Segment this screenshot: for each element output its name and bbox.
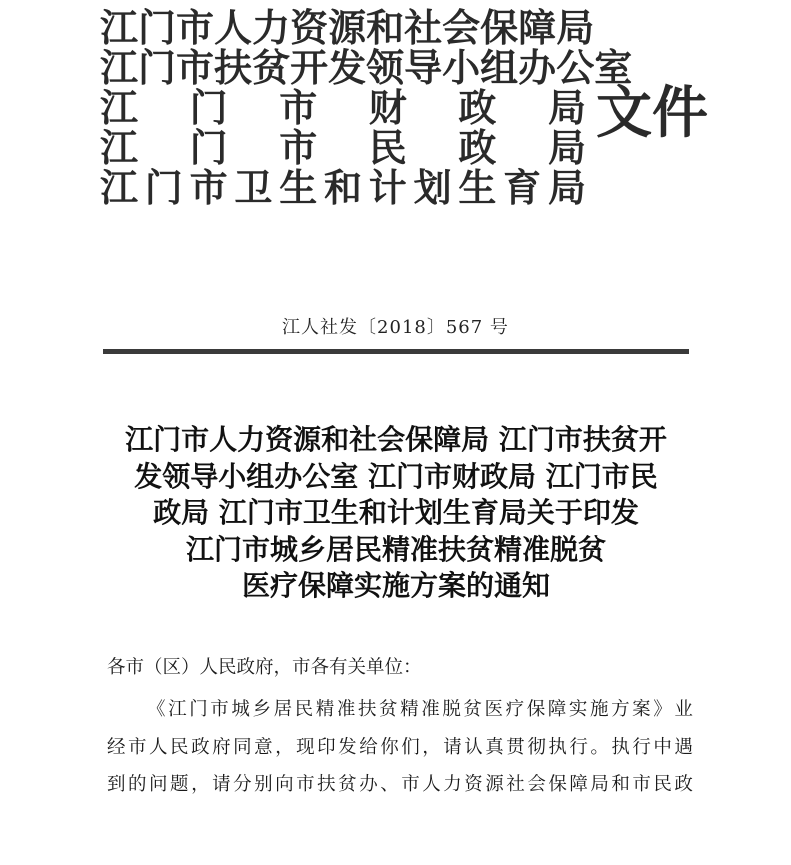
glyph: 疗 [505, 699, 525, 720]
glyph: 局 [556, 6, 595, 50]
glyph: 府 [212, 736, 231, 758]
glyph: 会 [442, 6, 481, 50]
title-line: 江门市城乡居民精准扶贫精准脱贫 [185, 532, 606, 566]
body-paragraph [107, 691, 693, 804]
glyph: 室 [594, 46, 633, 90]
glyph: 乡 [252, 699, 271, 720]
glyph: 江 [100, 86, 139, 130]
glyph: 育 [503, 166, 542, 210]
glyph: 社 [404, 6, 443, 50]
body-line [107, 691, 693, 729]
glyph: 市 [189, 166, 228, 210]
glyph: 局 [547, 126, 586, 170]
glyph: 贫 [252, 46, 291, 90]
glyph: 门 [138, 6, 177, 50]
glyph: 现 [296, 736, 315, 758]
glyph: 办 [359, 774, 378, 795]
glyph: 民 [170, 736, 189, 758]
glyph: 障 [518, 6, 557, 50]
glyph: 障 [547, 699, 567, 720]
glyph: 分 [233, 774, 252, 795]
glyph: 市 [279, 86, 318, 130]
glyph: 向 [275, 774, 294, 795]
glyph: 卫 [234, 166, 273, 210]
glyph: 划 [413, 166, 452, 210]
glyph: 发 [338, 736, 357, 758]
glyph: 经 [107, 736, 126, 758]
glyph: 公 [556, 46, 595, 90]
glyph: 扶 [357, 699, 377, 720]
glyph: 认 [464, 736, 483, 758]
glyph: 组 [480, 46, 519, 90]
issuer-line [100, 128, 586, 168]
header-divider [103, 349, 689, 354]
glyph: 市 [176, 46, 215, 90]
glyph: 生 [279, 166, 318, 210]
salutation: 各市（区）人民政府，市各有关单位： [107, 657, 422, 678]
glyph: 业 [674, 699, 693, 720]
glyph: 请 [443, 736, 462, 758]
glyph: 请 [212, 774, 231, 795]
glyph: 、 [380, 774, 399, 795]
glyph: 市 [279, 126, 318, 170]
glyph: 准 [336, 699, 356, 720]
glyph: 医 [484, 699, 504, 720]
glyph: 会 [527, 774, 546, 795]
glyph: 的 [128, 774, 147, 795]
glyph: 江 [100, 126, 139, 170]
glyph: 案 [632, 699, 651, 720]
glyph: ， [275, 736, 294, 758]
glyph: 社 [506, 774, 525, 795]
glyph: 市 [632, 774, 651, 795]
glyph: 别 [254, 774, 273, 795]
glyph: 问 [149, 774, 168, 795]
glyph: 人 [214, 6, 253, 50]
glyph: 政 [674, 774, 693, 795]
glyph: 题 [170, 774, 189, 795]
glyph: 贯 [506, 736, 525, 758]
glyph: 》 [653, 699, 672, 720]
title-line: 医疗保障实施方案的通知 [241, 569, 550, 602]
glyph: 生 [458, 166, 497, 210]
glyph: 局 [547, 86, 586, 130]
glyph: 政 [458, 126, 497, 170]
document-title [96, 422, 696, 605]
glyph: 。 [590, 736, 609, 758]
glyph: 和 [323, 166, 362, 210]
glyph: 你 [380, 736, 399, 758]
glyph: 执 [548, 736, 567, 758]
title-line: 政局 江门市卫生和计划生育局关于印发 [153, 496, 639, 529]
glyph: 城 [231, 699, 250, 720]
glyph: 门 [144, 166, 183, 210]
glyph: 人 [422, 774, 441, 795]
glyph: 政 [458, 86, 497, 130]
glyph: 精 [400, 699, 419, 720]
glyph: 施 [589, 699, 609, 720]
glyph: 民 [368, 126, 407, 170]
glyph: 遇 [674, 736, 693, 758]
glyph: 计 [368, 166, 407, 210]
glyph: 执 [611, 736, 630, 758]
glyph: 民 [294, 699, 314, 720]
glyph: 居 [273, 699, 293, 720]
glyph: 小 [442, 46, 481, 90]
document-number: 江人社发〔2018〕567 号 [282, 317, 509, 338]
glyph: 局 [547, 166, 586, 210]
glyph: 门 [189, 699, 208, 720]
glyph: 资 [290, 6, 329, 50]
title-line: 发领导小组办公室 江门市财政局 江门市民 [134, 459, 658, 493]
glyph: 精 [315, 699, 335, 720]
issuer-line [100, 46, 633, 90]
glyph: 领 [366, 46, 405, 90]
glyph: 人 [149, 736, 168, 758]
glyph: 保 [480, 6, 519, 50]
glyph: 扶 [214, 46, 253, 90]
glyph: 准 [421, 699, 440, 720]
glyph: 贫 [463, 699, 482, 720]
glyph: 江 [100, 166, 139, 210]
glyph: 江 [100, 6, 139, 50]
issuer-block [100, 6, 633, 210]
glyph: 力 [252, 6, 291, 50]
glyph: 市 [176, 6, 215, 50]
glyph: 源 [328, 6, 367, 50]
glyph: 行 [632, 736, 651, 758]
glyph: 源 [485, 774, 504, 795]
document-type-label: 文件 [596, 81, 708, 146]
glyph: 政 [191, 736, 210, 758]
glyph: 局 [590, 774, 609, 795]
glyph: 民 [653, 774, 672, 795]
glyph: 实 [568, 699, 588, 720]
glyph: 导 [404, 46, 443, 90]
glyph: 门 [189, 126, 228, 170]
glyph: 保 [526, 699, 546, 720]
glyph: 真 [485, 736, 504, 758]
glyph: 市 [128, 736, 147, 758]
glyph: 《 [147, 699, 166, 720]
glyph: 和 [366, 6, 405, 50]
glyph: 门 [189, 86, 228, 130]
glyph: 门 [138, 46, 177, 90]
issuer-line [100, 6, 595, 50]
glyph: 行 [569, 736, 588, 758]
glyph: 扶 [317, 774, 336, 795]
glyph: 们 [401, 736, 420, 758]
glyph: 彻 [527, 736, 546, 758]
glyph: 障 [569, 774, 588, 795]
issuer-line [100, 168, 586, 208]
glyph: 印 [317, 736, 336, 758]
title-line: 江门市人力资源和社会保障局 江门市扶贫开 [125, 423, 667, 456]
glyph: 到 [107, 774, 126, 795]
glyph: 市 [210, 699, 229, 720]
glyph: 江 [168, 699, 187, 720]
glyph: 贫 [379, 699, 398, 720]
glyph: 贫 [338, 774, 357, 795]
glyph: 办 [518, 46, 557, 90]
glyph: 保 [548, 774, 567, 795]
glyph: 意 [254, 736, 273, 758]
glyph: ， [191, 774, 210, 795]
glyph: 和 [611, 774, 630, 795]
glyph: 资 [464, 774, 483, 795]
glyph: 市 [296, 774, 315, 795]
glyph: 中 [653, 736, 672, 758]
glyph: 财 [368, 86, 407, 130]
glyph: 给 [359, 736, 378, 758]
issuer-line [100, 88, 586, 128]
glyph: 力 [443, 774, 462, 795]
glyph: 同 [233, 736, 252, 758]
glyph: 江 [100, 46, 139, 90]
glyph: 市 [401, 774, 420, 795]
glyph: 脱 [442, 699, 461, 720]
body-line [107, 766, 693, 804]
glyph: 方 [611, 699, 630, 720]
glyph: 发 [328, 46, 367, 90]
body-line [107, 729, 693, 767]
glyph: ， [422, 736, 441, 758]
glyph: 开 [290, 46, 329, 90]
